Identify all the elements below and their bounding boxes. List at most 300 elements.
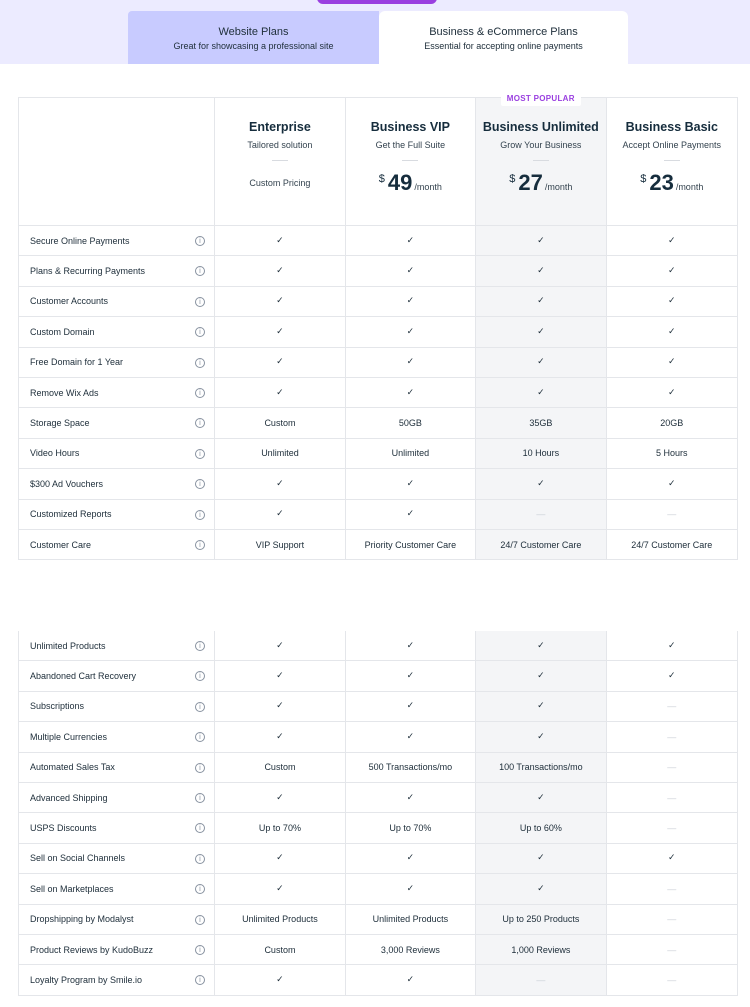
check-icon: ✓ xyxy=(406,671,415,682)
table-cell xyxy=(476,692,606,721)
table-cell xyxy=(607,692,737,721)
check-icon: ✓ xyxy=(276,509,284,520)
info-icon[interactable]: i xyxy=(195,641,205,651)
table-cell xyxy=(346,408,476,437)
check-icon: ✓ xyxy=(537,640,545,651)
table-cell xyxy=(215,905,345,934)
feature-label: Free Domain for 1 Year xyxy=(30,357,124,368)
info-icon[interactable]: i xyxy=(195,297,205,307)
feature-label: $300 Ad Vouchers xyxy=(30,478,104,489)
check-icon: ✓ xyxy=(537,266,545,277)
cell-value: 24/7 Customer Care xyxy=(631,539,713,550)
info-icon[interactable]: i xyxy=(195,823,205,833)
table-cell xyxy=(215,722,345,751)
table-cell xyxy=(346,287,476,316)
info-icon[interactable]: i xyxy=(195,418,205,428)
table-cell xyxy=(476,753,606,782)
table-cell xyxy=(346,631,476,660)
check-icon: ✓ xyxy=(276,731,284,742)
table-cell xyxy=(215,439,345,468)
table-cell xyxy=(607,783,737,812)
table-cell xyxy=(476,813,606,842)
dash-icon: — xyxy=(667,792,677,803)
cell-value: Unlimited Products xyxy=(242,914,318,925)
info-icon[interactable]: i xyxy=(195,702,205,712)
table-row xyxy=(19,753,737,783)
feature-label: Subscriptions xyxy=(30,701,85,712)
feature-label: Customer Accounts xyxy=(30,296,109,307)
feature-label: Custom Domain xyxy=(30,326,95,337)
tab-subtitle: Essential for accepting online payments xyxy=(424,41,583,51)
info-icon[interactable]: i xyxy=(195,915,205,925)
table-cell xyxy=(476,317,606,346)
check-icon: ✓ xyxy=(276,640,284,651)
plan-name: Business Unlimited xyxy=(482,120,599,134)
table-cell xyxy=(346,935,476,964)
table-cell xyxy=(346,965,476,994)
check-icon: ✓ xyxy=(668,387,676,398)
cell-value: Unlimited xyxy=(261,448,299,459)
feature-label-cell xyxy=(19,874,215,903)
table-row xyxy=(19,530,737,560)
table-cell xyxy=(607,530,737,559)
check-icon: ✓ xyxy=(668,853,676,864)
price-amount: 23 xyxy=(649,170,674,195)
table-row xyxy=(19,439,737,469)
table-row xyxy=(19,661,737,691)
price-period: /month xyxy=(414,182,442,192)
table-cell xyxy=(215,287,345,316)
plan-column-business-vip xyxy=(346,98,476,225)
tab-title: Website Plans xyxy=(218,26,289,38)
plan-divider xyxy=(402,160,418,161)
table-cell xyxy=(346,469,476,498)
feature-label-cell xyxy=(19,905,215,934)
feature-label-cell xyxy=(19,631,215,660)
table-row xyxy=(19,935,737,965)
dash-icon: — xyxy=(667,944,677,955)
check-icon: ✓ xyxy=(668,326,676,337)
table-cell xyxy=(215,226,345,255)
table-cell xyxy=(476,500,606,529)
table-cell xyxy=(476,408,606,437)
check-icon: ✓ xyxy=(668,671,676,682)
plans-comparison-table xyxy=(18,94,738,560)
table-cell xyxy=(215,965,345,994)
plan-price xyxy=(476,170,605,196)
check-icon: ✓ xyxy=(668,296,676,307)
cell-value: 5 Hours xyxy=(656,448,688,459)
table-cell xyxy=(346,317,476,346)
check-icon: ✓ xyxy=(537,296,545,307)
cell-value: Unlimited Products xyxy=(372,914,449,925)
table-cell xyxy=(215,348,345,377)
cell-value: Up to 70% xyxy=(389,823,432,834)
feature-label: Remove Wix Ads xyxy=(30,387,99,398)
table-cell xyxy=(607,935,737,964)
price-amount: 27 xyxy=(518,170,543,195)
table-cell xyxy=(607,317,737,346)
table-cell xyxy=(346,813,476,842)
check-icon: ✓ xyxy=(406,701,415,712)
check-icon: ✓ xyxy=(668,235,676,246)
table-cell xyxy=(346,753,476,782)
feature-label-cell xyxy=(19,844,215,873)
check-icon: ✓ xyxy=(276,326,284,337)
feature-label: Unlimited Products xyxy=(30,640,106,651)
table-cell xyxy=(607,631,737,660)
top-banner-pill xyxy=(317,0,437,4)
check-icon: ✓ xyxy=(276,974,284,985)
table-cell xyxy=(476,378,606,407)
dash-icon: — xyxy=(667,914,677,925)
info-icon[interactable]: i xyxy=(195,793,205,803)
check-icon: ✓ xyxy=(668,478,676,489)
plan-tagline: Accept Online Payments xyxy=(622,140,722,150)
feature-label: Secure Online Payments xyxy=(30,235,130,246)
check-icon: ✓ xyxy=(406,640,415,651)
info-icon[interactable]: i xyxy=(195,327,205,337)
table-cell xyxy=(476,530,606,559)
cell-value: Custom xyxy=(264,418,296,429)
check-icon: ✓ xyxy=(276,357,284,368)
price-currency: $ xyxy=(378,173,385,185)
feature-label-cell xyxy=(19,408,215,437)
plan-features-rows xyxy=(19,226,737,560)
tab-title: Business & eCommerce Plans xyxy=(429,26,578,38)
check-icon: ✓ xyxy=(537,478,545,489)
table-cell xyxy=(607,408,737,437)
table-cell xyxy=(476,439,606,468)
feature-label-cell xyxy=(19,692,215,721)
info-icon[interactable]: i xyxy=(195,479,205,489)
plan-divider xyxy=(664,160,680,161)
check-icon: ✓ xyxy=(276,478,284,489)
ecommerce-features-table xyxy=(18,631,738,996)
table-cell xyxy=(215,783,345,812)
table-cell xyxy=(346,722,476,751)
table-row xyxy=(19,844,737,874)
dash-icon: — xyxy=(667,974,677,985)
check-icon: ✓ xyxy=(406,509,415,520)
check-icon: ✓ xyxy=(406,266,415,277)
info-icon[interactable]: i xyxy=(195,236,205,246)
table-cell xyxy=(346,844,476,873)
feature-label: Product Reviews by KudoBuzz xyxy=(30,944,154,955)
check-icon: ✓ xyxy=(276,235,284,246)
table-cell xyxy=(215,874,345,903)
check-icon: ✓ xyxy=(537,387,545,398)
cell-value: Custom xyxy=(264,762,296,773)
table-cell xyxy=(215,631,345,660)
check-icon: ✓ xyxy=(406,357,415,368)
cell-value: Priority Customer Care xyxy=(364,539,457,550)
table-cell xyxy=(607,348,737,377)
table-cell xyxy=(476,905,606,934)
ecommerce-features-rows xyxy=(19,631,737,996)
check-icon: ✓ xyxy=(537,671,545,682)
check-icon: ✓ xyxy=(406,387,415,398)
dash-icon: — xyxy=(536,509,546,520)
check-icon: ✓ xyxy=(406,792,415,803)
dash-icon: — xyxy=(667,823,677,834)
table-cell xyxy=(607,500,737,529)
check-icon: ✓ xyxy=(406,853,415,864)
feature-label: Storage Space xyxy=(30,418,90,429)
cell-value: Up to 70% xyxy=(258,823,301,834)
table-row xyxy=(19,500,737,530)
feature-label: Multiple Currencies xyxy=(30,731,108,742)
table-cell xyxy=(346,661,476,690)
table-cell xyxy=(476,256,606,285)
check-icon: ✓ xyxy=(668,640,676,651)
price-period: /month xyxy=(675,182,704,192)
check-icon: ✓ xyxy=(276,701,284,712)
table-cell xyxy=(607,905,737,934)
feature-label-cell xyxy=(19,469,215,498)
check-icon: ✓ xyxy=(406,883,415,894)
table-cell xyxy=(476,469,606,498)
table-cell xyxy=(346,783,476,812)
check-icon: ✓ xyxy=(276,266,284,277)
check-icon: ✓ xyxy=(406,731,415,742)
table-cell xyxy=(476,226,606,255)
table-cell xyxy=(607,965,737,994)
feature-label-cell xyxy=(19,965,215,994)
plan-name: Enterprise xyxy=(248,120,311,134)
info-icon[interactable]: i xyxy=(195,854,205,864)
check-icon: ✓ xyxy=(276,853,284,864)
check-icon: ✓ xyxy=(406,974,415,985)
feature-label: Dropshipping by Modalyst xyxy=(30,914,134,925)
table-row xyxy=(19,722,737,752)
check-icon: ✓ xyxy=(276,792,284,803)
plan-tagline: Tailored solution xyxy=(247,140,313,150)
check-icon: ✓ xyxy=(406,296,415,307)
table-cell xyxy=(346,226,476,255)
table-cell xyxy=(215,317,345,346)
dash-icon: — xyxy=(667,731,677,742)
table-cell xyxy=(346,439,476,468)
table-cell xyxy=(476,661,606,690)
table-row xyxy=(19,287,737,317)
feature-label-cell xyxy=(19,783,215,812)
table-row xyxy=(19,256,737,286)
plan-tagline: Get the Full Suite xyxy=(375,140,446,150)
info-icon[interactable]: i xyxy=(195,884,205,894)
check-icon: ✓ xyxy=(406,326,415,337)
feature-label: Abandoned Cart Recovery xyxy=(30,671,137,682)
feature-label-cell xyxy=(19,813,215,842)
check-icon: ✓ xyxy=(537,853,545,864)
info-icon[interactable]: i xyxy=(195,975,205,985)
table-row xyxy=(19,905,737,935)
cell-value: 100 Transactions/mo xyxy=(499,762,583,773)
cell-value: Unlimited xyxy=(391,448,430,459)
info-icon[interactable]: i xyxy=(195,671,205,681)
feature-label: Sell on Social Channels xyxy=(30,853,126,864)
table-cell xyxy=(607,813,737,842)
check-icon: ✓ xyxy=(537,883,545,894)
table-cell xyxy=(215,692,345,721)
check-icon: ✓ xyxy=(668,357,676,368)
check-icon: ✓ xyxy=(537,701,545,712)
table-row xyxy=(19,813,737,843)
feature-label-cell xyxy=(19,317,215,346)
table-cell xyxy=(607,378,737,407)
table-cell xyxy=(476,874,606,903)
dash-icon: — xyxy=(667,883,677,894)
most-popular-badge: MOST POPULAR xyxy=(501,91,581,106)
table-row xyxy=(19,408,737,438)
tab-business-ecommerce-plans[interactable] xyxy=(379,11,628,64)
table-cell xyxy=(607,844,737,873)
feature-label: Automated Sales Tax xyxy=(30,762,115,773)
table-cell xyxy=(476,935,606,964)
feature-label-cell xyxy=(19,530,215,559)
dash-icon: — xyxy=(667,701,677,712)
table-cell xyxy=(346,905,476,934)
table-cell xyxy=(346,500,476,529)
table-cell xyxy=(215,530,345,559)
table-cell xyxy=(346,874,476,903)
table-cell xyxy=(476,965,606,994)
table-row xyxy=(19,965,737,995)
table-cell xyxy=(607,226,737,255)
cell-value: 20GB xyxy=(660,418,684,429)
table-cell xyxy=(215,469,345,498)
table-cell xyxy=(607,874,737,903)
table-cell xyxy=(607,287,737,316)
table-cell xyxy=(215,753,345,782)
table-cell xyxy=(476,722,606,751)
cell-value: Up to 250 Products xyxy=(502,914,580,925)
table-row xyxy=(19,317,737,347)
table-cell xyxy=(346,378,476,407)
feature-label-cell xyxy=(19,935,215,964)
table-cell xyxy=(476,844,606,873)
table-row xyxy=(19,469,737,499)
table-row xyxy=(19,378,737,408)
plan-column-business-basic xyxy=(607,98,737,225)
plan-column-enterprise xyxy=(215,98,345,225)
table-row xyxy=(19,631,737,661)
info-icon[interactable]: i xyxy=(195,763,205,773)
check-icon: ✓ xyxy=(537,235,545,246)
table-cell xyxy=(215,500,345,529)
table-cell xyxy=(346,256,476,285)
table-cell xyxy=(215,378,345,407)
feature-label: Plans & Recurring Payments xyxy=(30,266,146,277)
check-icon: ✓ xyxy=(668,266,676,277)
cell-value: 1,000 Reviews xyxy=(511,944,571,955)
plan-divider xyxy=(272,160,288,161)
feature-label-cell xyxy=(19,287,215,316)
feature-label: Advanced Shipping xyxy=(30,792,108,803)
check-icon: ✓ xyxy=(276,296,284,307)
table-cell xyxy=(215,408,345,437)
info-icon[interactable]: i xyxy=(195,510,205,520)
table-row xyxy=(19,692,737,722)
table-row xyxy=(19,783,737,813)
plan-name: Business Basic xyxy=(625,120,718,134)
table-row xyxy=(19,226,737,256)
plan-tagline: Grow Your Business xyxy=(500,140,582,150)
plan-price xyxy=(346,170,475,196)
dash-icon: — xyxy=(536,974,546,985)
tab-website-plans[interactable] xyxy=(128,11,379,64)
check-icon: ✓ xyxy=(276,671,284,682)
table-cell xyxy=(607,469,737,498)
info-icon[interactable]: i xyxy=(195,449,205,459)
plan-divider xyxy=(533,160,549,161)
table-cell xyxy=(607,753,737,782)
table-cell xyxy=(607,256,737,285)
info-icon[interactable]: i xyxy=(195,732,205,742)
feature-label-cell xyxy=(19,226,215,255)
cell-value: 3,000 Reviews xyxy=(380,944,440,955)
plan-column-business-unlimited xyxy=(476,94,606,225)
feature-label-cell xyxy=(19,256,215,285)
price-currency: $ xyxy=(640,173,647,185)
check-icon: ✓ xyxy=(537,326,545,337)
cell-value: Up to 60% xyxy=(519,823,562,834)
info-icon[interactable]: i xyxy=(195,266,205,276)
cell-value: 10 Hours xyxy=(522,448,560,459)
feature-label: Customized Reports xyxy=(30,509,112,520)
feature-label-cell xyxy=(19,500,215,529)
table-cell xyxy=(607,722,737,751)
plan-name: Business VIP xyxy=(370,120,450,134)
check-icon: ✓ xyxy=(537,792,545,803)
plan-price xyxy=(607,170,737,196)
table-cell xyxy=(607,439,737,468)
price-currency: $ xyxy=(509,173,516,185)
cell-value: Custom xyxy=(264,944,296,955)
info-icon[interactable]: i xyxy=(195,540,205,550)
plan-price-custom: Custom Pricing xyxy=(249,178,311,188)
dash-icon: — xyxy=(667,762,677,773)
check-icon: ✓ xyxy=(537,357,545,368)
cell-value: VIP Support xyxy=(255,539,305,550)
table-cell xyxy=(346,348,476,377)
feature-label: Video Hours xyxy=(30,448,80,459)
feature-label: Sell on Marketplaces xyxy=(30,883,114,894)
table-row xyxy=(19,348,737,378)
tab-subtitle: Great for showcasing a professional site xyxy=(173,41,334,51)
feature-label-cell xyxy=(19,348,215,377)
price-period: /month xyxy=(544,182,573,192)
table-row xyxy=(19,874,737,904)
table-cell xyxy=(476,783,606,812)
feature-label: USPS Discounts xyxy=(30,823,97,834)
check-icon: ✓ xyxy=(406,235,415,246)
feature-label-cell xyxy=(19,753,215,782)
info-icon[interactable]: i xyxy=(195,388,205,398)
feature-label-cell xyxy=(19,378,215,407)
info-icon[interactable]: i xyxy=(195,945,205,955)
header-empty-cell xyxy=(19,98,215,225)
feature-label-cell xyxy=(19,439,215,468)
feature-label: Customer Care xyxy=(30,539,92,550)
check-icon: ✓ xyxy=(276,387,284,398)
table-cell xyxy=(476,287,606,316)
cell-value: 35GB xyxy=(529,418,553,429)
check-icon: ✓ xyxy=(276,883,284,894)
info-icon[interactable]: i xyxy=(195,358,205,368)
check-icon: ✓ xyxy=(406,478,415,489)
dash-icon: — xyxy=(667,509,677,520)
